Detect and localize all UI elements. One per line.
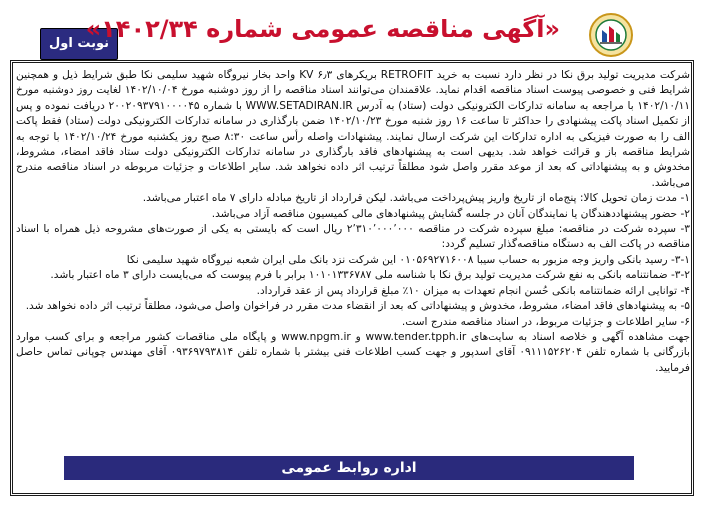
intro-paragraph: شرکت مدیریت تولید برق نکا در نظر دارد نسبت به خرید RETROFIT بریکرهای ۶٫۳ KV واحد بخار نیروگاه شهید سلیمی نکا طبق شرایط ذیل و همچنین شرایط فنی و خصوصی پیوست اسناد مناقصه اقدام نماید. علاقمندان می‌توانند اسناد مناقصه را از روز دوشنبه مورخ ۱۴۰۲/۱۰/۰۴ لغایت روز دوشنبه مورخ ۱۴۰۲/۱۰/۱۱ با مراجعه به سامانه تدارکات الکترونیکی دولت (ستاد) به آدرس WWW.SETADIRAN.IR با شماره ۲۰۰۲۰۹۳۷۹۱۰۰۰۰۴۵ دریافت نموده و پس از تکمیل اسناد پاکت پیشنهادی را حداکثر تا ساعت ۱۶ روز شنبه مورخ ۱۴۰۲/۱۰/۲۳ ضمن بارگذاری در سامانه تدارکات الکترونیکی دولت (ستاد) فقط پاکت الف را به صورت فیزیکی به اداره تدارکات این شرکت ارسال نمایند. پیشنهادات واصله رأس ساعت ۸:۳۰ صبح روز یکشنبه مورخ ۱۴۰۲/۱۰/۲۴ با توجه به شرایط مناقصه باز و قرائت خواهد شد. بدیهی است به پیشنهادهای فاقد بارگذاری در سامانه تدارکات الکترونیکی دولت ستاد فاقد امضاء، مشروط، مخدوش و به پیشنهاداتی که بعد از موعد مقرر واصل شود مطلقاً ترتیب اثر داده نخواهد شد. سایر اطلاعات و جزئیات مربوطه در اسناد مناقصه مندرج می‌باشد.: [16, 69, 691, 189]
item-6: ۶- سایر اطلاعات و جزئیات مربوط، در اسناد مناقصه مندرج است.: [401, 315, 690, 328]
announcement-body: [16, 68, 690, 376]
public-relations-banner: اداره روابط عمومی: [64, 456, 634, 480]
contact-paragraph: جهت مشاهده آگهی و خلاصه اسناد به سایت‌های www.tender.tpph.ir و www.npgm.ir و پایگاه ملی مناقصات کشور مراجعه و برای کسب موارد بازرگانی با شماره تلفن ۰۹۱۱۱۵۲۶۲۰۴ آقای اسدپور و جهت کسب اطلاعات فنی بیشتر با شماره تلفن ۰۹۳۶۹۷۹۳۸۱۴ آقای مهندس چوپانی تماس حاصل فرمایید.: [16, 330, 690, 374]
item-4: ۴- توانایی ارائه ضمانتنامه بانکی حُسن انجام تعهدات به میزان ۱۰٪ مبلغ قرارداد پس از عقد قرارداد.: [256, 284, 690, 297]
item-1: ۱- مدت زمان تحویل کالا: پنج‌ماه از تاریخ واریز پیش‌پرداخت می‌باشد. لیکن قرارداد از تاریخ مبادله دارای ۷ ماه اعتبار می‌باشد.: [142, 192, 690, 205]
item-3-1: ۳-۱- رسید بانکی واریز وجه مزبور به حساب سیبا ۰۱۰۵۶۹۲۷۱۶۰۰۸ این شرکت نزد بانک ملی ایران شعبه نیروگاه شهید سلیمی نکا: [126, 253, 690, 266]
item-2: ۲- حضور پیشنهاددهندگان یا نمایندگان آنان در جلسه گشایش پیشنهادهای مالی کمیسیون مناقصه آزاد می‌باشد.: [211, 207, 690, 220]
edition-badge: نوبت اول: [40, 28, 118, 60]
item-3-2: ۳-۲- ضمانتنامه بانکی به نفع شرکت مدیریت تولید برق نکا با شناسه ملی ۱۰۱۰۱۳۳۶۷۸۷ برابر با فرم پیوست که می‌بایست دارای ۳ ماه اعتبار باشد.: [50, 269, 690, 282]
item-5: ۵- به پیشنهادهای فاقد امضاء، مشروط، مخدوش و پیشنهاداتی که بعد از انقضاء مدت مقرر در فراخوان واصل می‌شود، مطلقاً ترتیب اثر داده نخواهد شد.: [25, 300, 690, 313]
power-plant-logo-icon: [588, 12, 634, 58]
item-3: ۳- سپرده شرکت در مناقصه: مبلغ سپرده شرکت در مناقصه ۲٬۳۱۰٬۰۰۰٬۰۰۰ ریال است که بایستی به یکی از صورت‌های مشروحه ذیل همراه با اسناد مناقصه در پاکت الف به دستگاه مناقصه‌گذار تسلیم گردد:: [16, 223, 690, 251]
header: [0, 0, 706, 60]
page-title: «آگهی مناقصه عمومی شماره ۱۴۰۲/۳۴»: [85, 15, 560, 43]
